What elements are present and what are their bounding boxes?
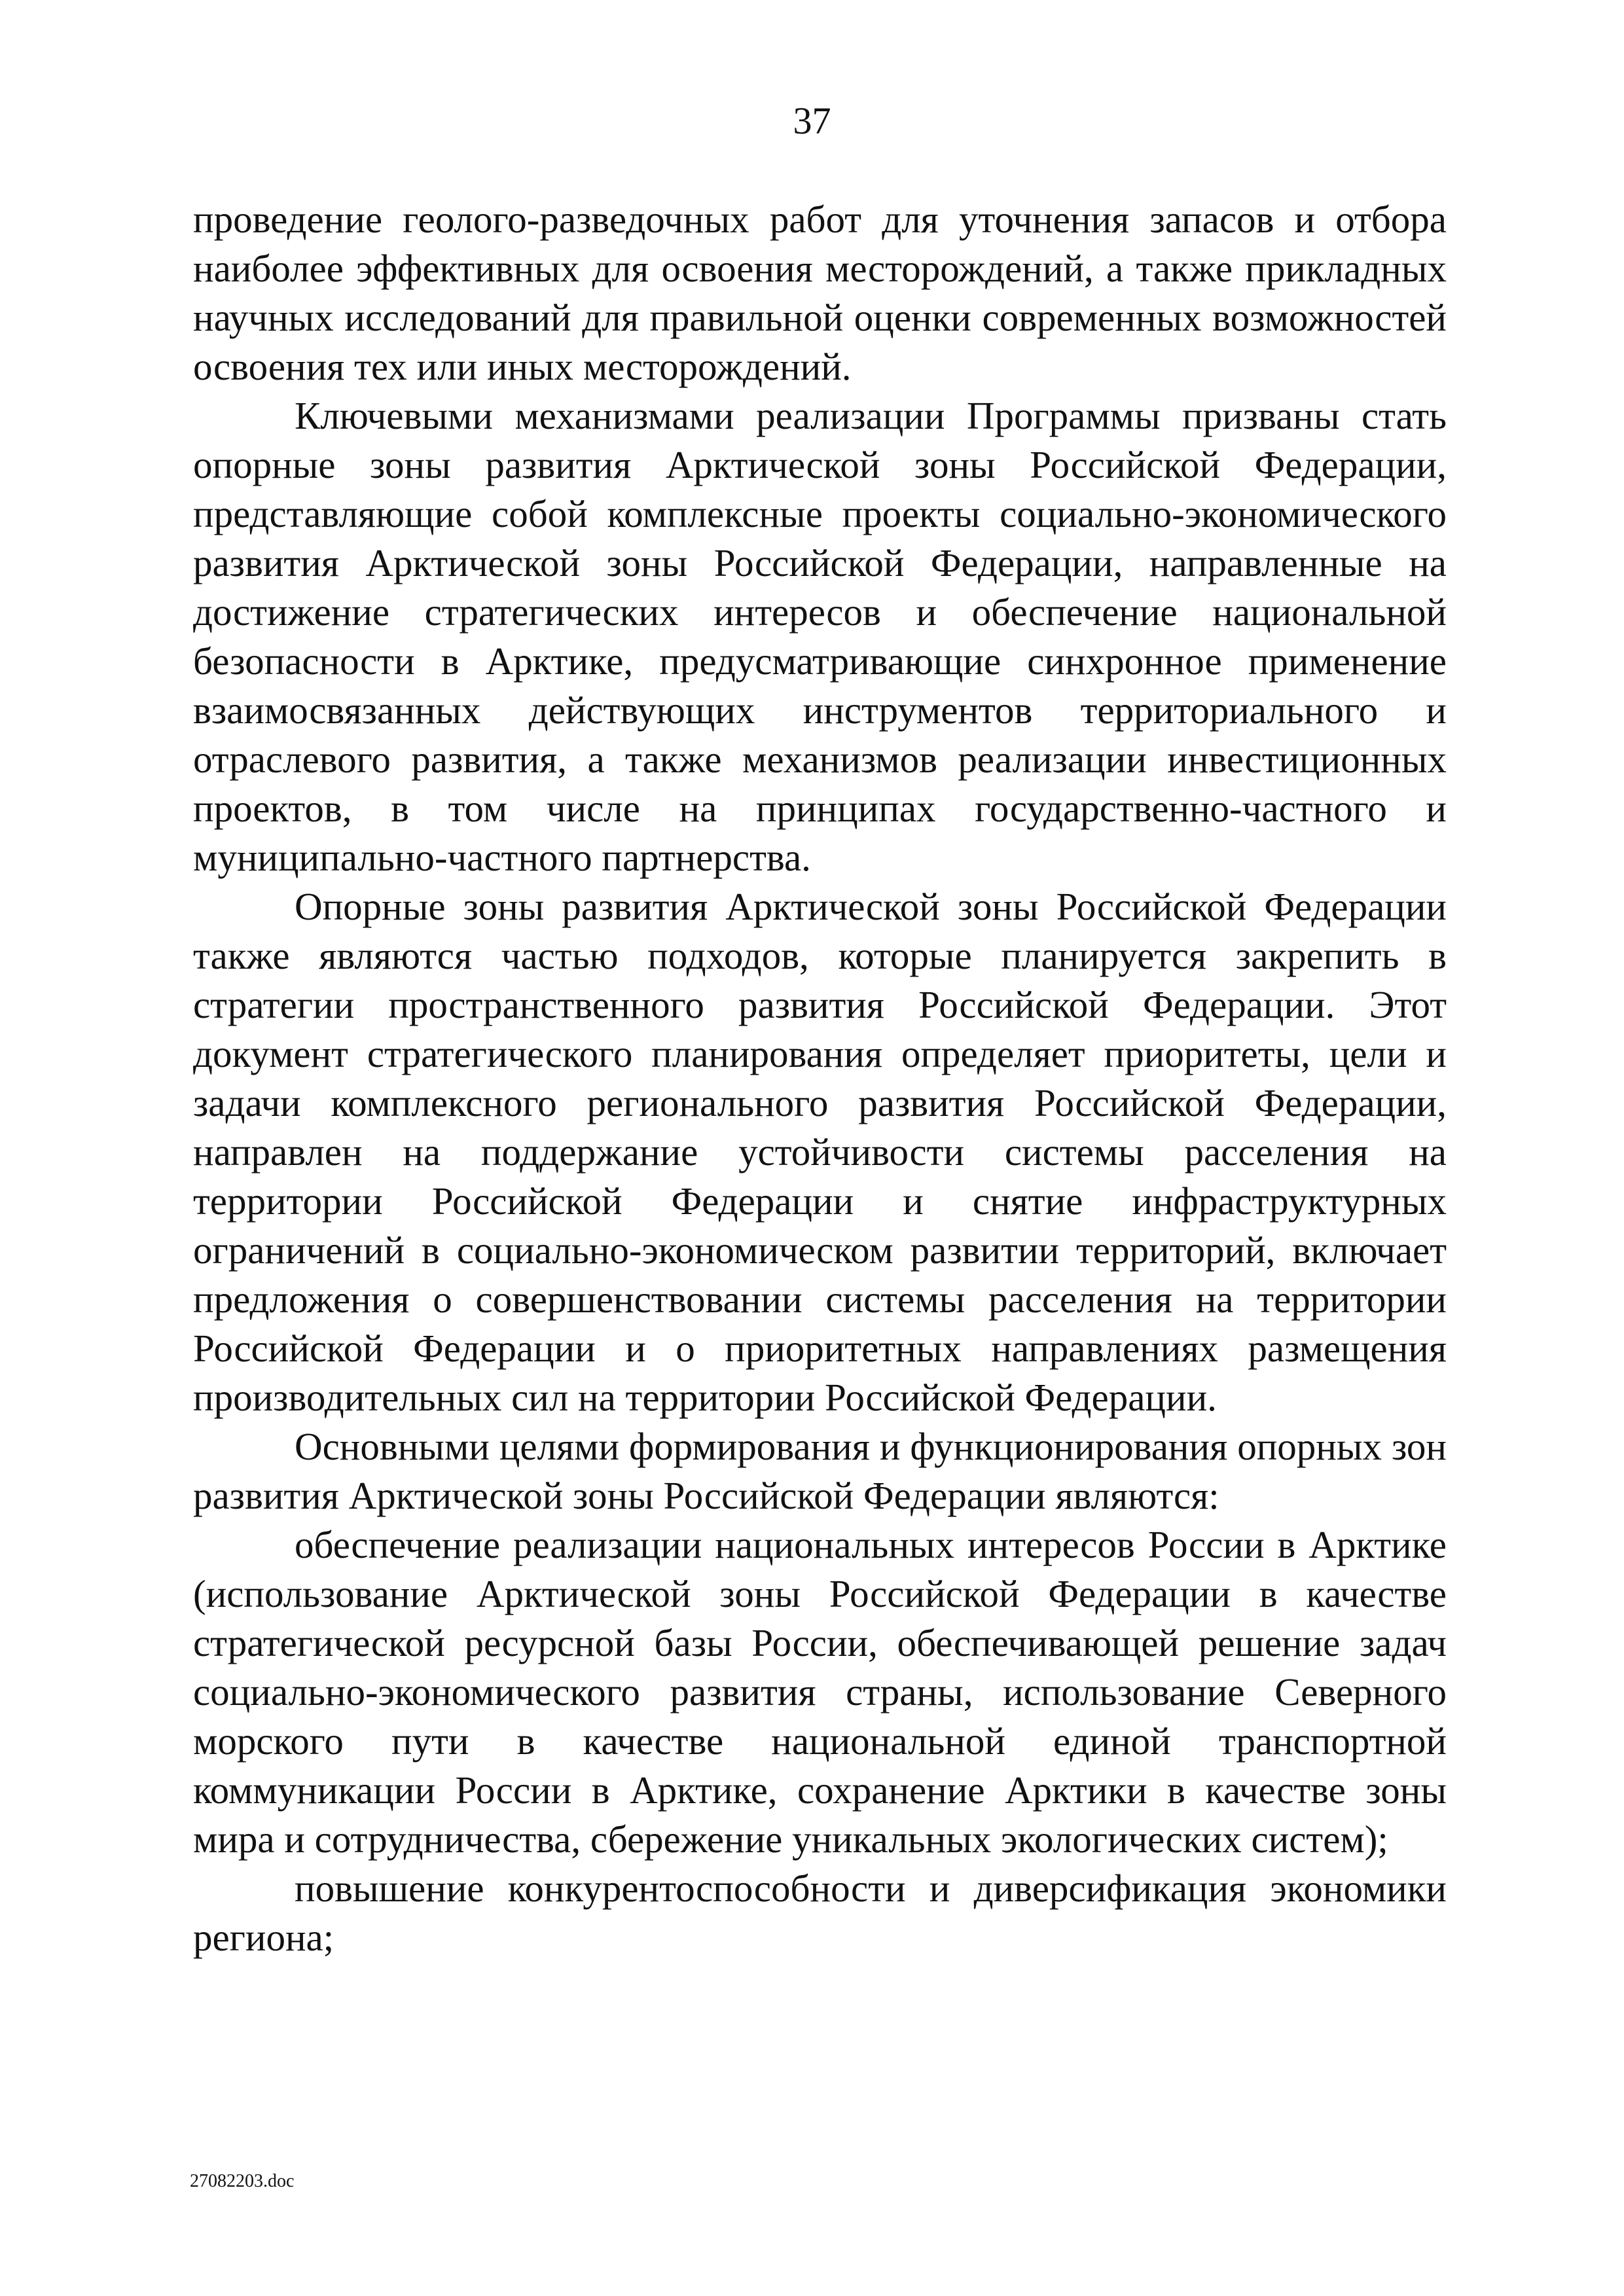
paragraph-continuation: проведение геолого-разведочных работ для уточнения запасов и отбора наиболее эффективных для освоения месторождений, а также прикладных научных исследований для правильной оценки современных возможностей освоения тех или иных месторождений. xyxy=(193,198,1447,388)
body-text xyxy=(193,195,1447,1962)
paragraph-key-mechanisms: Ключевыми механизмами реализации Программы призваны стать опорные зоны развития Арктической зоны Российской Федерации, представляющие собой комплексные проекты социально-экономического развития Арктической зоны Российской Федерации, направленные на достижение стратегических интересов и обеспечение национальной безопасности в Арктике, предусматривающие синхронное применение взаимосвязанных действующих инструментов территориального и отраслевого развития, а также механизмов реализации инвестиционных проектов, в том числе на принципах государственно-частного и муниципально-частного партнерства. xyxy=(193,394,1447,879)
list-item-competitiveness: повышение конкурентоспособности и диверсификация экономики региона; xyxy=(193,1867,1447,1959)
paragraph-main-goals: Основными целями формирования и функционирования опорных зон развития Арктической зоны Российской Федерации являются: xyxy=(193,1425,1447,1517)
paragraph-support-zones: Опорные зоны развития Арктической зоны Российской Федерации также являются частью подходов, которые планируется закрепить в стратегии пространственного развития Российской Федерации. Этот документ стратегического планирования определяет приоритеты, цели и задачи комплексного регионального развития Российской Федерации, направлен на поддержание устойчивости системы расселения на территории Российской Федерации и снятие инфраструктурных ограничений в социально-экономическом развитии территорий, включает предложения о совершенствовании системы расселения на территории Российской Федерации и о приоритетных направлениях размещения производительных сил на территории Российской Федерации. xyxy=(193,885,1447,1419)
footer-filename: 27082203.doc xyxy=(190,2171,295,2191)
list-item-national-interests: обеспечение реализации национальных интересов России в Арктике (использование Арктической зоны Российской Федерации в качестве стратегической ресурсной базы России, обеспечивающей решение задач социально-экономического развития страны, использование Северного морского пути в качестве национальной единой транспортной коммуникации России в Арктике, сохранение Арктики в качестве зоны мира и сотрудничества, сбережение уникальных экологических систем); xyxy=(193,1523,1447,1861)
page-number: 37 xyxy=(793,99,831,142)
